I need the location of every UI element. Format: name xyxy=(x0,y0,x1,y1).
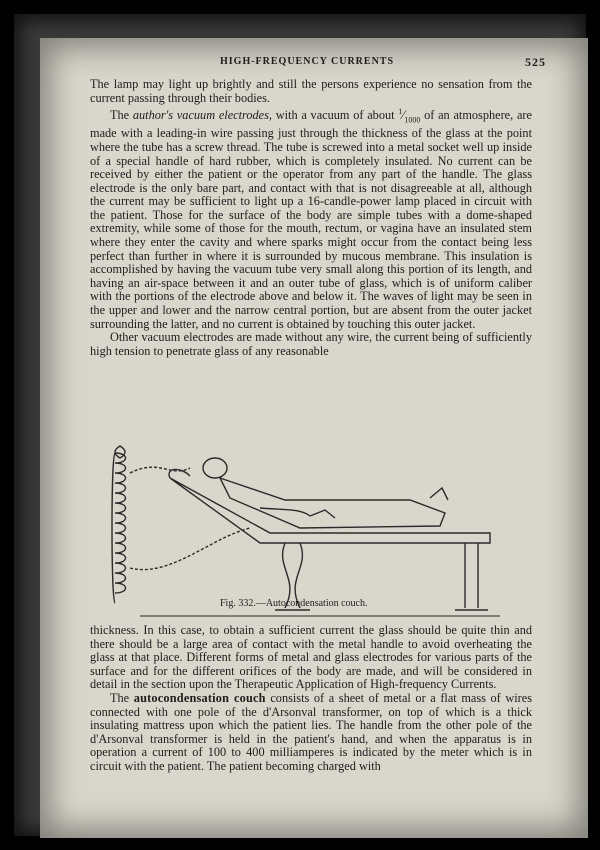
italic-term-vacuum-electrodes: author's vacuum electrodes, xyxy=(132,108,272,123)
autocondensation-couch-illustration xyxy=(110,438,510,623)
para2-rest: of an atmosphere, are made with a leading-in wire passing just through the thickness of the glass at the point where the tube has a screw thread. The tube is screwed into a metal socket well up inside of a special handle of hard rubber, which is completely insulated. No current can be received by either the patient or the operator from any part of the handle. The glass electrode is the only bare part, and contact with that is not disagreeable at all, although the current may be sufficient to light up a 16-candle-power lamp placed in circuit with the patient. Those for the surface of the body are simple tubes with a dome-shaped extremity, while some of those for the mouth, rectum, or vagina have an insulated stem where they enter the cavity and where sparks might occur from the contact being less perfect than further in where it is surrounded by mucous membrane. This insulation is accomplished by having the vacuum tube very small along this portion of its length, and having an air-space between it and an outer tube of glass, which is of uniform caliber with the portions of the electrode above and below it. The waves of light may be seen in the upper and lower and the narrow central portion, but are absent from the outer jacket surrounding the latter, and no current is obtained by touching this outer jacket. xyxy=(90,108,532,331)
book-page xyxy=(40,38,588,838)
bold-term-autocondensation-couch: autocondensation couch xyxy=(133,690,266,705)
text-block-bottom xyxy=(90,624,532,774)
fraction-numerator: 1 xyxy=(398,107,403,117)
paragraph-lamp: The lamp may light up brightly and still the persons experience no sensation from the current passing through their bodies. xyxy=(90,77,532,105)
paragraph-vacuum-electrodes: The author's vacuum electrodes, with a vacuum of about $^1⁄_{1000}$ of an atmosphere, are made with a leading-in wire passing just through the thickness of the glass at the point where the tube has a screw thread. The tube is screwed into a metal socket well up inside of a special handle of hard rubber, which is completely insulated. No current can be received by either the patient or the operator from any part of the handle. The glass electrode is the only bare part, and contact with that is not disagreeable at all, although the current may be sufficient to light up a 16-candle-power lamp placed in circuit with the patient. Those for the surface of the body are simple tubes with a dome-shaped extremity, while some of those for the mouth, rectum, or vagina have an insulated stem where they enter the cavity and where sparks might occur from the contact being less perfect than further in where it is surrounded by mucous membrane. This insulation is accomplished by having the vacuum tube very small along this portion of its length, and having an air-space between it and an outer tube of glass, which is of uniform caliber with the portions of the electrode above and below it. The waves of light may be seen in the upper and lower and the narrow central portion, but are absent from the outer jacket surrounding the latter, and no current is obtained by touching this outer jacket. xyxy=(90,107,532,331)
paragraph-thickness: thickness. In this case, to obtain a sufficient current the glass should be quite thin and there should be a large area of contact with the metal handle to avoid overheating the glass at that place. Different forms of metal and glass electrodes for various parts of the surface and for the different orifices of the body are made, and will be considered in detail in the section upon the Therapeutic Application of High-frequency Currents. xyxy=(90,623,532,692)
paragraph-other-electrodes: Other vacuum electrodes are made without any wire, the current being of sufficiently high tension to penetrate glass of any reasonable xyxy=(90,330,532,358)
running-header xyxy=(90,56,560,72)
para2-with-vacuum: with a vacuum of about xyxy=(275,108,395,123)
para2-intro: The xyxy=(110,108,130,123)
fraction-denominator: 1000 xyxy=(404,115,421,125)
running-title: HIGH-FREQUENCY CURRENTS xyxy=(220,56,395,67)
paragraph-autocondensation-couch xyxy=(90,692,532,774)
figure-caption: Fig. 332.—Autocondensation couch. xyxy=(220,598,368,609)
text-block-top xyxy=(90,78,532,358)
para5-rest: consists of a sheet of metal or a flat mass of wires connected with one pole of the d'Arsonval transformer, on top of which is a thick insulating mattress upon which the patient lies. The handle from the other pole of the d'Arsonval transformer is held in the patient's hand, and when the apparatus is in operation a current of 100 to 400 milliamperes is indicated by the meter which is in circuit with the patient. The patient becoming charged with xyxy=(90,690,532,773)
photo-frame xyxy=(14,14,586,836)
para5-intro: The xyxy=(110,690,130,705)
page-number: 525 xyxy=(525,55,546,69)
